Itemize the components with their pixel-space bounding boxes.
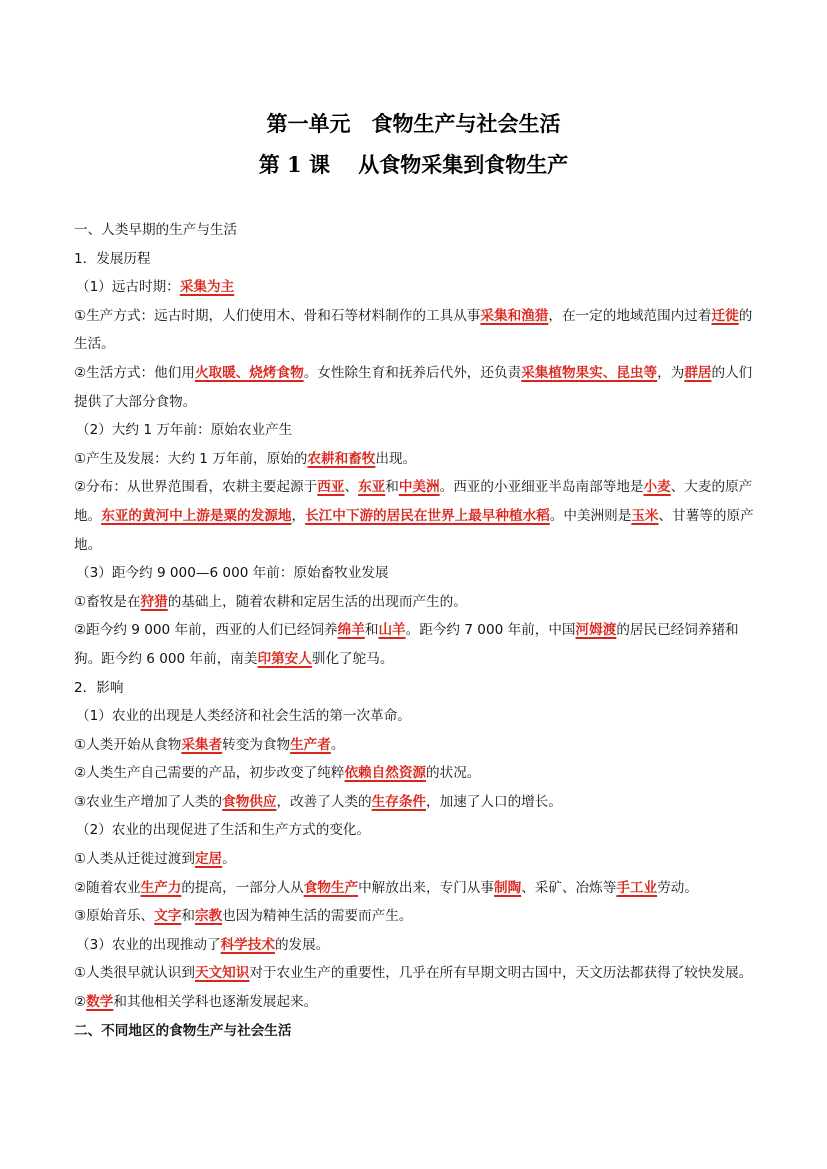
keyword: 印第安人 — [257, 650, 312, 667]
text-run: 的居民已经饲养猪和狗。距今约 6 000 年前，南美 — [74, 622, 739, 667]
section-heading-1 — [74, 216, 756, 245]
text-run: ①人类很早就认识到 — [74, 965, 195, 982]
text-run: 。距今约 7 000 年前，中国 — [405, 622, 576, 639]
period-3 — [74, 559, 756, 588]
text-run: 的基础上，随着农耕和定居生活的出现而产生的。 — [167, 593, 467, 610]
period-2 — [74, 416, 756, 445]
keyword: 群居 — [684, 364, 712, 381]
text-run: ①人类开始从食物 — [74, 736, 182, 753]
text-run: ，为 — [657, 364, 685, 381]
text-run: 、 — [344, 479, 359, 496]
keyword: 手工业 — [616, 879, 658, 896]
text-run: ③原始音乐、 — [74, 908, 155, 925]
impact-2-a — [74, 845, 756, 874]
text-run: ①生产方式：远古时期，人们使用木、骨和石等材料制作的工具从事 — [74, 307, 481, 324]
text-run: 一、人类早期的生产与生活 — [74, 222, 238, 238]
text-run: 和其他相关学科也逐渐发展起来。 — [113, 994, 318, 1011]
impact-1 — [74, 702, 756, 731]
text-run: 和 — [181, 908, 195, 925]
text-run: 的提高，一部分人从 — [181, 879, 304, 896]
text-run: （2）大约 1 万年前：原始农业产生 — [76, 422, 293, 439]
text-run: 的发展。 — [274, 936, 330, 953]
keyword: 采集者 — [181, 736, 223, 753]
keyword: 迁徙 — [711, 307, 739, 324]
impact-1-b — [74, 759, 756, 788]
text-run: 2．影响 — [74, 679, 124, 696]
keyword: 中美洲 — [398, 479, 440, 496]
item-living — [74, 359, 756, 416]
text-run: 。 — [330, 736, 345, 753]
keyword: 生产力 — [140, 879, 182, 896]
keyword: 小麦 — [643, 479, 671, 496]
text-run: ①产生及发展：大约 1 万年前，原始的 — [74, 450, 308, 467]
text-run: ②随着农业 — [74, 879, 141, 896]
keyword: 科学技术 — [220, 936, 275, 953]
item-livestock — [74, 588, 756, 617]
text-run: （3）距今约 9 000—6 000 年前：原始畜牧业发展 — [76, 565, 389, 582]
impact-2-c — [74, 902, 756, 931]
keyword: 长江中下游的居民在世界上最早种植水稻 — [305, 507, 550, 524]
text-run: 出现。 — [375, 450, 417, 467]
keyword: 定居 — [194, 851, 223, 868]
impact-1-c — [74, 788, 756, 817]
subheading-2 — [74, 674, 756, 703]
text-run: 驯化了鸵马。 — [311, 650, 394, 667]
item-origin — [74, 445, 756, 474]
keyword: 依赖自然资源 — [344, 765, 427, 782]
text-run: 的生活。 — [74, 307, 753, 353]
text-run: 、甘薯等的原产地。 — [74, 507, 754, 553]
keyword: 采集为主 — [179, 279, 235, 296]
text-run: 转变为食物 — [222, 736, 291, 753]
text-run: 。 — [222, 851, 236, 868]
impact-3-b — [74, 988, 756, 1017]
keyword: 山羊 — [378, 622, 406, 639]
item-domestication — [74, 616, 756, 673]
text-run: 、大麦的原产地。 — [74, 479, 753, 524]
item-distribution — [74, 473, 756, 559]
impact-3 — [74, 931, 756, 960]
unit-title: 第一单元 食物生产与社会生活 — [266, 111, 561, 136]
text-run: ②生活方式：他们用 — [74, 364, 195, 381]
text-run: ② — [74, 994, 87, 1011]
impact-1-a — [74, 731, 756, 760]
keyword: 西亚 — [317, 479, 345, 496]
impact-2 — [74, 816, 756, 845]
text-run: 。女性除生育和抚养后代外，还负责 — [303, 364, 522, 381]
keyword: 生产者 — [290, 736, 331, 753]
text-run: ①人类从迁徙过渡到 — [74, 851, 195, 868]
text-run: ②距今约 9 000 年前，西亚的人们已经饲养 — [74, 622, 338, 639]
notes-body — [74, 216, 756, 1045]
keyword: 东亚 — [358, 479, 386, 496]
impact-2-b — [74, 874, 756, 903]
text-run: 也因为精神生活的需要而产生。 — [222, 908, 413, 925]
text-run: ②分布：从世界范围看，农耕主要起源于 — [74, 479, 318, 496]
lesson-title: 第 1 课 从食物采集到食物生产 — [258, 152, 569, 177]
text-run: （2）农业的出现促进了生活和生产方式的变化。 — [76, 822, 371, 839]
text-run: ②人类生产自己需要的产品，初步改变了纯粹 — [74, 765, 345, 782]
keyword: 河姆渡 — [575, 622, 617, 639]
keyword: 宗教 — [194, 908, 223, 925]
text-run: 1．发展历程 — [74, 250, 151, 267]
text-run: 和 — [385, 479, 399, 496]
keyword: 农耕和畜牧 — [307, 450, 376, 467]
keyword: 数学 — [86, 994, 114, 1011]
text-run: ，在一定的地域范围内过着 — [548, 307, 712, 324]
text-run: ③农业生产增加了人类的 — [74, 793, 223, 810]
section-heading-2 — [74, 1017, 756, 1046]
keyword: 食物供应 — [222, 793, 277, 810]
text-run: 和 — [364, 622, 379, 639]
keyword: 狩猎 — [140, 593, 168, 610]
text-run: 劳动。 — [657, 879, 698, 896]
item-production — [74, 302, 756, 359]
text-run: 对于农业生产的重要性，几乎在所有早期文明古国中，天文历法都获得了较快发展。 — [249, 965, 753, 982]
text-run: 、采矿、冶炼等 — [521, 879, 617, 896]
period-1 — [74, 273, 756, 302]
text-run: ，加速了人口的增长。 — [426, 793, 562, 810]
text-run: 的人们提供了大部分食物。 — [74, 364, 753, 410]
keyword: 东亚的黄河中上游是粟的发源地 — [101, 507, 292, 524]
text-run: 中解放出来，专门从事 — [358, 879, 494, 896]
text-run: 的状况。 — [426, 765, 481, 782]
keyword: 制陶 — [494, 879, 522, 896]
text-run: 。西亚的小亚细亚半岛南部等地是 — [439, 479, 644, 496]
impact-3-a — [74, 959, 756, 988]
keyword: 玉米 — [631, 507, 659, 524]
text-run: ①畜牧是在 — [74, 593, 141, 610]
keyword: 天文知识 — [194, 965, 250, 982]
keyword: 生存条件 — [371, 793, 427, 810]
text-run: 。中美洲则是 — [549, 507, 632, 524]
text-run: ，改善了人类的 — [276, 793, 372, 810]
subheading-1 — [74, 245, 756, 274]
keyword: 采集和渔猎 — [480, 307, 549, 324]
keyword: 采集植物果实、昆虫等 — [521, 364, 658, 381]
keyword: 食物生产 — [303, 879, 359, 896]
text-run: （1）远古时期： — [76, 279, 180, 296]
keyword: 火取暖、烧烤食物 — [194, 364, 304, 381]
keyword: 绵羊 — [337, 622, 365, 639]
text-run: ， — [291, 507, 306, 524]
keyword: 文字 — [154, 908, 182, 925]
text-run: （1）农业的出现是人类经济和社会生活的第一次革命。 — [76, 708, 411, 725]
text-run: （3）农业的出现推动了 — [76, 936, 221, 953]
text-run: 二、不同地区的食物生产与社会生活 — [74, 1022, 292, 1039]
